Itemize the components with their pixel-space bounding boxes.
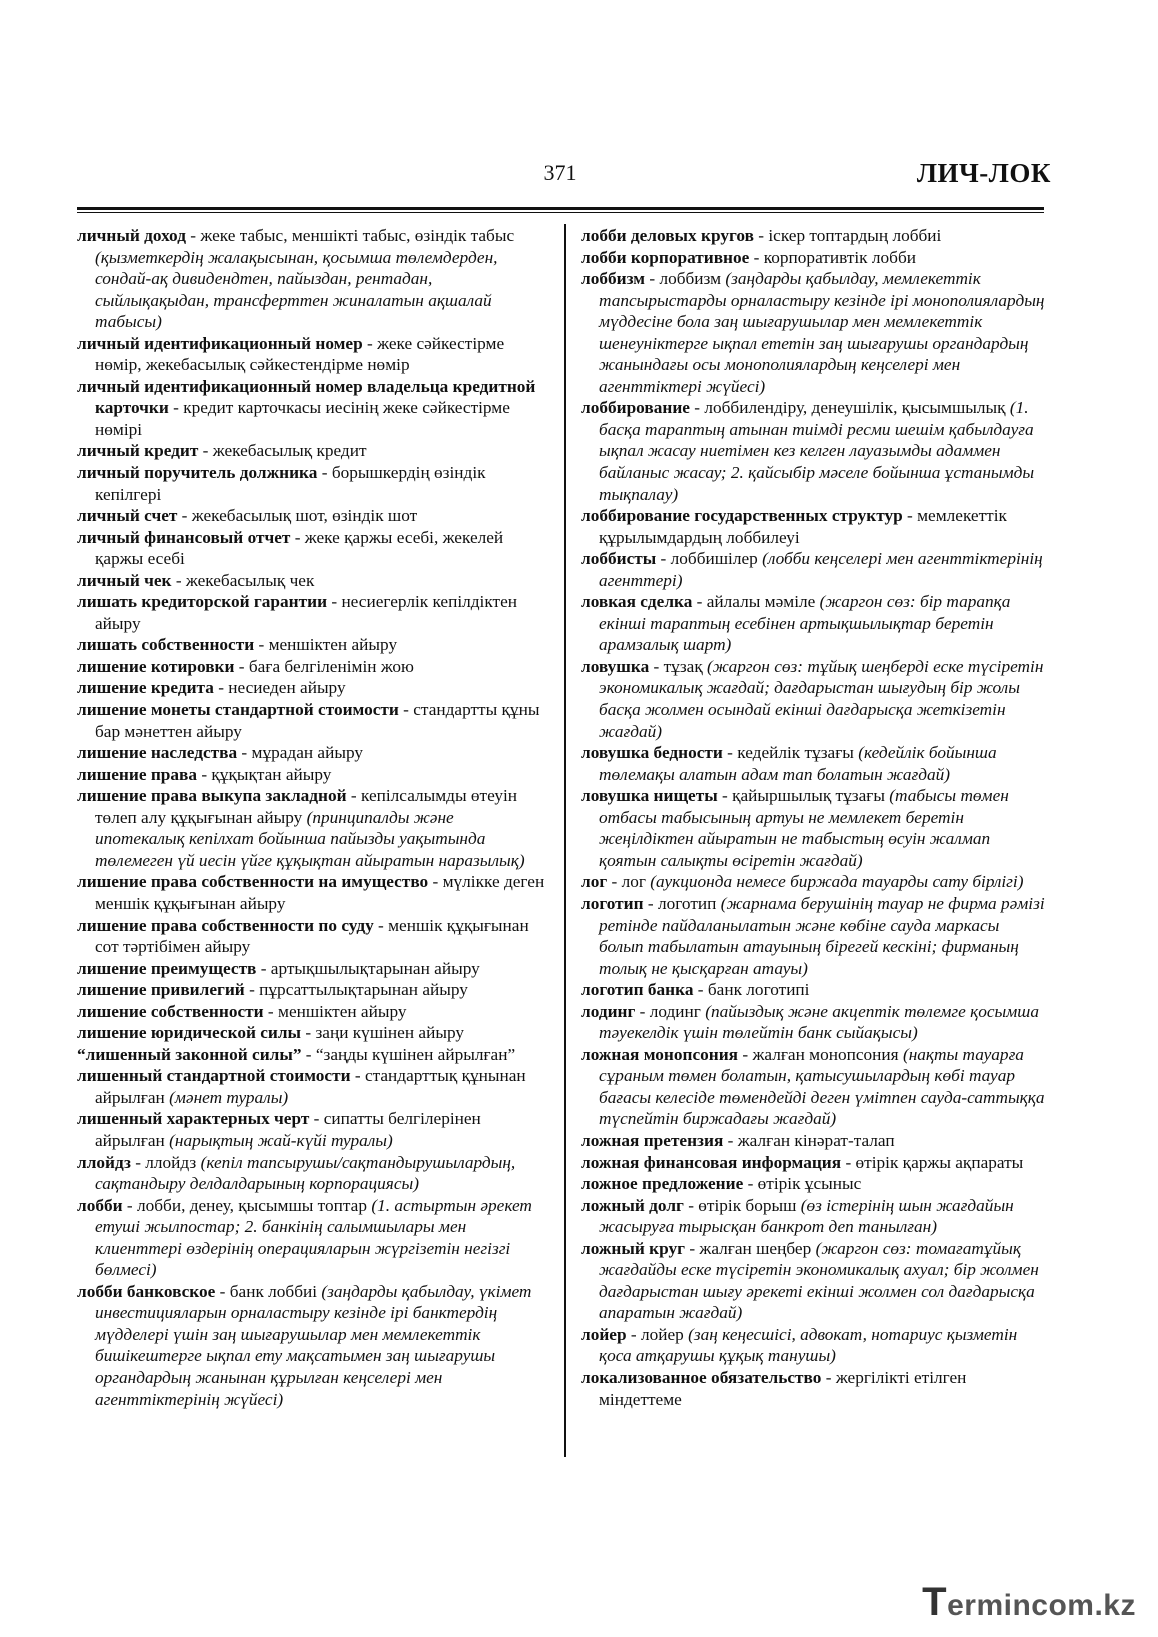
dictionary-entry: лобби корпоративное - корпоративтік лобби xyxy=(581,247,916,267)
entry-definition: заңи күшінен айыру xyxy=(315,1023,464,1043)
entry-term: лишение права выкупа закладной xyxy=(77,786,347,806)
dictionary-entry: личный счет - жекебасылық шот, өзіндік шот xyxy=(77,506,418,526)
entry-definition: құқықтан айыру xyxy=(211,764,332,784)
dictionary-entry: ловкая сделка - айлалы мәміле (жаргон сөз: бір тарапқа екінші тараптың есебінен артықшылықтар беретін арамзалық шарт) xyxy=(581,592,1011,655)
entry-definition: лоббилендіру, денеушілік, қысымшылық xyxy=(704,398,1006,418)
dictionary-entry: лишение права - құқықтан айыру xyxy=(77,764,332,784)
dictionary-entry: ложная монопсония - жалған монопсония (нақты тауарға сұраным төмен болатын, қатысушылардың көбі тауар бағасы келесіде төмендейді деген үмітпен сауда-саттыққа түспейтін биржадағы жағдай) xyxy=(581,1044,1045,1129)
entry-note: (аукционда немесе биржада тауарды сату бірлігі) xyxy=(650,872,1024,892)
column-separator xyxy=(564,224,566,1457)
entry-term: логотип xyxy=(581,893,644,913)
dictionary-entry: личный идентификационный номер - жеке сәйкестірме нөмір, жекебасылық сәйкестендірме нөмір xyxy=(77,333,505,375)
dictionary-entry: лишение права собственности по суду - меншік құқығынан сот тәртібімен айыру xyxy=(77,915,529,957)
entry-term: лойер xyxy=(581,1324,627,1344)
entry-definition: корпоративтік лобби xyxy=(763,247,916,267)
dictionary-entry: лишенный стандартной стоимости - стандарттық құнынан айрылған (мәнет туралы) xyxy=(77,1066,526,1107)
entry-note: (заңдарды қабылдау, мемлекеттік тапсырыстарды орналастыру кезінде ірі монополиялардың мүддесіне бола заң шығарушылар мен мемлекеттік шенеуніктерге ықпал ететін заң шығарушы органдардың жанындағы осы монополиялардың кеңселері мен агенттіктері жүйесі) xyxy=(599,269,1045,396)
dictionary-entry: лишение привилегий - пұрсаттылықтарынан айыру xyxy=(77,980,468,1000)
entry-definition: меншіктен айыру xyxy=(268,635,398,655)
dictionary-entry: ложный долг - өтірік борыш (өз істерінің шын жағдайын жасыруға тырысқан банкрот деп танылған) xyxy=(581,1195,1014,1237)
dictionary-entry: личный идентификационный номер владельца кредитной карточки - кредит карточкасы иесінің жеке сәйкестірме нөмірі xyxy=(77,376,536,439)
entry-note: (кепіл тапсырушы/сақтандырушылардың, сақтандыру делдалдарының корпорациясы) xyxy=(95,1152,516,1194)
entry-term: ловушка xyxy=(581,656,650,676)
entry-definition: жекебасылық шот, өзіндік шот xyxy=(191,506,418,526)
entry-note: (1. астыртын әрекет етуші жылпостар; 2. банкінің салымшылары мен клиенттері өздерінің операцияларын жүргізетін негізгі бөлмесі) xyxy=(95,1195,532,1280)
entry-note: (жаргон сөз: томағатұйық жағдайды еске түсіретін экономикалық ахуал; бір жолмен дағдарыстан шығу әрекеті екінші жолмен сол дағдарысқа апаратын жағдай) xyxy=(599,1238,1039,1323)
entry-note: (жаргон сөз: бір тарапқа екінші тараптың есебінен артықшылықтар беретін арамзалық шарт) xyxy=(599,592,1011,655)
dictionary-entry: лишение права собственности на имущество - мүлікке деген меншік құқығынан айыру xyxy=(77,872,545,913)
entry-term: ложное предложение xyxy=(581,1174,744,1194)
entry-definition: кепілсалымды өтеуін төлеп алу құқығынан айыру xyxy=(95,786,518,827)
entry-note: (1. басқа тараптың атынан тиімді ресми шешім қабылдауға ықпал жасау ниетімен кез келген лауазымды адаммен байланыс жасау; 2. қайсыбір мәселе бойынша ұстанымды тықпалау) xyxy=(599,398,1035,504)
dictionary-entry: ллойдз - ллойдз (кепіл тапсырушы/сақтандырушылардың, сақтандыру делдалдарының корпорациясы) xyxy=(77,1152,516,1194)
dictionary-entry: личный кредит - жекебасылық кредит xyxy=(77,441,367,461)
entry-term: ложный круг xyxy=(581,1238,685,1258)
dictionary-entry: ловушка бедности - кедейлік тұзағы (кедейлік бойынша төлемақы алатын адам тап болатын жағдай) xyxy=(581,743,997,784)
entry-definition: жекебасылық чек xyxy=(185,570,315,590)
entry-term: личный кредит xyxy=(77,441,199,461)
dictionary-entry: лишение юридической силы - заңи күшінен айыру xyxy=(77,1023,464,1043)
dictionary-entry: лишение преимуществ - артықшылықтарынан айыру xyxy=(77,958,480,978)
entry-definition: банк логотипі xyxy=(707,980,810,1000)
dictionary-entry: ловушка нищеты - қайыршылық тұзағы (табысы төмен отбасы табысының артуы не мемлекет беретін жеңілдіктен айыратын не табыстың өсуін жалмап қоятын салықты өсіретін жағдай) xyxy=(581,786,1009,870)
entry-term: лодинг xyxy=(581,1001,636,1021)
dictionary-entry: лоббирование государственных структур - мемлекеттік құрылымдардың лоббилеуі xyxy=(581,506,1007,547)
watermark-text: ermincom.kz xyxy=(947,1589,1136,1622)
entry-definition: стандартты құны бар мәнеттен айыру xyxy=(95,700,540,741)
dictionary-entry: локализованное обязательство - жергілікті етілген міндеттеме xyxy=(581,1367,967,1409)
entry-note: (мәнет туралы) xyxy=(169,1087,289,1107)
dictionary-entry: лодинг - лодинг (пайыздық және акцептік төлемге қосымша тәуекелдік үшін төлейтін банк сыйақысы) xyxy=(581,1001,1039,1043)
dictionary-entry: личный чек - жекебасылық чек xyxy=(77,570,315,590)
entry-term: личный чек xyxy=(77,570,172,590)
entry-definition: меншік құқығынан сот тәртібімен айыру xyxy=(95,915,529,957)
dictionary-entry: логотип - логотип (жарнама берушінің тауар не фирма рәмізі ретінде пайдаланылатын және көбіне сауда маркасы болып табылатын атауының бірегей кескіні; фирманың толық не қысқарған атауы) xyxy=(581,893,1045,978)
entry-term: лишение кредита xyxy=(77,678,214,698)
entry-definition: борышкердің өзіндік кепілгері xyxy=(95,463,486,504)
entry-term: лоббисты xyxy=(581,549,657,569)
dictionary-entry: лишенный характерных черт - сипатты белгілерінен айрылған (нарықтың жай-күйі туралы) xyxy=(77,1109,481,1150)
entry-term: логотип банка xyxy=(581,980,694,1000)
left-column xyxy=(77,225,546,1410)
entry-definition: мемлекеттік құрылымдардың лоббилеуі xyxy=(599,506,1007,547)
entry-term: ловкая сделка xyxy=(581,592,693,612)
dictionary-entry: лог - лог (аукционда немесе биржада тауарды сату бірлігі) xyxy=(581,872,1024,892)
dictionary-entry: лишение собственности - меншіктен айыру xyxy=(77,1001,407,1021)
entry-definition: “заңды күшінен айрылған” xyxy=(315,1044,516,1064)
entry-note: (пайыздық және акцептік төлемге қосымша тәуекелдік үшін төлейтін банк сыйақысы) xyxy=(599,1001,1039,1043)
dictionary-entry: логотип банка - банк логотипі xyxy=(581,980,810,1000)
entry-definition: жеке қаржы есебі, жекелей қаржы есебі xyxy=(95,527,504,569)
entry-definition: стандарттық құнынан айрылған xyxy=(95,1066,526,1107)
entry-term: лишать кредиторской гарантии xyxy=(77,592,328,612)
entry-term: ложная финансовая информация xyxy=(581,1152,842,1172)
entry-term: лог xyxy=(581,872,608,892)
entry-definition: несиеден айыру xyxy=(228,678,346,698)
dictionary-entry: лишение права выкупа закладной - кепілсалымды өтеуін төлеп алу құқығынан айыру (принципалды және ипотекалық кепілхат бойынша пайызды уақытында төлемеген үй иесін үйге құқықтан айыратын наразылық) xyxy=(77,786,525,870)
entry-definition: қайыршылық тұзағы xyxy=(732,786,885,806)
entry-definition: кредит карточкасы иесінің жеке сәйкестірме нөмірі xyxy=(95,398,510,439)
entry-definition: жалған кінәрат-талап xyxy=(737,1130,895,1150)
entry-note: (заңдарды қабылдау, үкімет инвестицияларын орналастыру кезінде ірі банктердің мүдделері үшін заң шығарушылар мен мемлекеттік бишікештерге ықпал ету мақсатымен заң шығарушы органдардың жанынан құрылған кеңселері мен агенттіктерінің жүйесі) xyxy=(95,1281,532,1409)
entry-term: лоббизм xyxy=(581,269,646,289)
entry-note: (қызметкердің жалақысынан, қосымша төлемдерден, сондай-ақ дивидендтен, пайыздан, рентадан, сыйлықақыдан, трансферттен жиналатын ақшалай табысы) xyxy=(95,247,498,332)
dictionary-entry: лишение монеты стандартной стоимости - стандартты құны бар мәнеттен айыру xyxy=(77,700,540,741)
entry-definition: логотип xyxy=(657,893,717,913)
dictionary-entry: лишение наследства - мұрадан айыру xyxy=(77,743,364,763)
entry-term: личный счет xyxy=(77,506,178,526)
entry-definition: артықшылықтарынан айыру xyxy=(270,958,480,978)
entry-definition: жекебасылық кредит xyxy=(212,441,367,461)
entry-definition: іскер топтардың лоббиі xyxy=(768,226,942,245)
watermark-logo xyxy=(922,1580,1136,1625)
dictionary-entry: ложное предложение - өтірік ұсыныс xyxy=(581,1174,862,1194)
dictionary-entry: лоббизм - лоббизм (заңдарды қабылдау, мемлекеттік тапсырыстарды орналастыру кезінде ірі монополиялардың мүддесіне бола заң шығарушылар мен мемлекеттік шенеуніктерге ықпал ететін заң шығарушы органдардың жанындағы осы монополиялардың кеңселері мен агенттіктері жүйесі) xyxy=(581,269,1045,396)
dictionary-entry: лишать кредиторской гарантии - несиегерлік кепілдіктен айыру xyxy=(77,592,518,633)
entry-note: (нарықтың жай-күйі туралы) xyxy=(169,1130,393,1150)
dictionary-entry: лобби деловых кругов - іскер топтардың лоббиі xyxy=(581,226,942,245)
entry-definition: банк лоббиі xyxy=(229,1281,318,1301)
entry-definition: мүлікке деген меншік құқығынан айыру xyxy=(95,872,545,913)
entry-term: лобби деловых кругов xyxy=(581,226,754,245)
entry-term: личный идентификационный номер xyxy=(77,333,363,353)
entry-term: лишение права собственности на имущество xyxy=(77,872,429,892)
entry-term: лишение котировки xyxy=(77,656,235,676)
entry-term: лишение права собственности по суду xyxy=(77,915,374,935)
entry-note: (жаргон сөз: тұйық шеңберді еске түсіретін экономикалық жағдай; дағдарыстан шығудың бір жолы басқа жолмен осындай екінші дағдарысқа жеткізетін жағдай) xyxy=(599,656,1044,741)
entry-definition: лодинг xyxy=(649,1001,701,1021)
entry-term: лишение привилегий xyxy=(77,980,245,1000)
entry-term: лобби корпоративное xyxy=(581,247,750,267)
dictionary-entry: ловушка - тұзақ (жаргон сөз: тұйық шеңберді еске түсіретін экономикалық жағдай; дағдарыстан шығудың бір жолы басқа жолмен осындай екінші дағдарысқа жеткізетін жағдай) xyxy=(581,656,1044,741)
entry-note: (кедейлік бойынша төлемақы алатын адам тап болатын жағдай) xyxy=(599,743,997,784)
page-number: 371 xyxy=(543,160,577,185)
entry-definition: өтірік қаржы ақпараты xyxy=(855,1152,1024,1172)
entry-definition: ллойдз xyxy=(145,1152,197,1172)
dictionary-entry: лойер - лойер (заң кеңесшісі, адвокат, нотариус қызметін қоса атқарушы құқық танушы) xyxy=(581,1324,1018,1366)
entry-term: ложный долг xyxy=(581,1195,684,1215)
entry-definition: баға белгіленімін жою xyxy=(248,656,414,676)
entry-term: лишенный стандартной стоимости xyxy=(77,1066,351,1086)
header-rule-thin xyxy=(77,212,1044,213)
entry-definition: жергілікті етілген міндеттеме xyxy=(599,1367,967,1409)
entry-definition: жеке сәйкестірме нөмір, жекебасылық сәйкестендірме нөмір xyxy=(95,333,505,375)
entry-definition: өтірік борыш xyxy=(698,1195,797,1215)
entry-term: локализованное обязательство xyxy=(581,1367,822,1387)
entry-definition: пұрсаттылықтарынан айыру xyxy=(259,980,468,1000)
entry-definition: лойер xyxy=(640,1324,684,1344)
entry-term: личный поручитель должника xyxy=(77,463,318,483)
entry-definition: сипатты белгілерінен айрылған xyxy=(95,1109,481,1150)
entry-term: лишенный характерных черт xyxy=(77,1109,310,1129)
header-rule-thick xyxy=(77,207,1044,210)
entry-term: лишение монеты стандартной стоимости xyxy=(77,700,399,720)
entry-note: (нақты тауарға сұраным төмен болатын, қатысушылардың көбі тауар бағасы келесіде төмендейді деген үмітпен сауда-саттыққа түспейтін биржадағы жағдай) xyxy=(599,1044,1045,1129)
entry-note: (өз істерінің шын жағдайын жасыруға тырысқан банкрот деп танылған) xyxy=(599,1195,1014,1237)
entry-term: ловушка нищеты xyxy=(581,786,718,806)
entry-term: лобби xyxy=(77,1195,123,1215)
dictionary-entry: лоббирование - лоббилендіру, денеушілік, қысымшылық (1. басқа тараптың атынан тиімді ресми шешім қабылдауға ықпал жасау ниетімен кез келген лауазымды адаммен байланыс жасау; 2. қайсыбір мәселе бойынша ұстанымды тықпалау) xyxy=(581,398,1035,504)
entry-note: (табысы төмен отбасы табысының артуы не мемлекет беретін жеңілдіктен айыратын не табыстың өсуін жалмап қоятын салықты өсіретін жағдай) xyxy=(599,786,1009,870)
entry-definition: меншіктен айыру xyxy=(278,1001,407,1021)
entry-term: лоббирование xyxy=(581,398,690,418)
entry-definition: мұрадан айыру xyxy=(251,743,364,763)
dictionary-entry: лобби банковское - банк лоббиі (заңдарды қабылдау, үкімет инвестицияларын орналастыру кезінде ірі банктердің мүдделері үшін заң шығарушылар мен мемлекеттік бишікештерге ықпал ету мақсатымен заң шығарушы органдардың жанынан құрылған кеңселері мен агенттіктерінің жүйесі) xyxy=(77,1281,532,1409)
entry-definition: өтірік ұсыныс xyxy=(757,1174,862,1194)
entry-definition: лобби, денеу, қысымшы топтар xyxy=(136,1195,367,1215)
entry-definition: жеке табыс, меншікті табыс, өзіндік табыс xyxy=(200,226,515,245)
entry-definition: айлалы мәміле xyxy=(706,592,816,612)
entry-term: ложная монопсония xyxy=(581,1044,739,1064)
entry-definition: лоббишілер xyxy=(670,549,758,569)
entry-term: лишение права xyxy=(77,764,197,784)
dictionary-entry: лишение котировки - баға белгіленімін жою xyxy=(77,656,414,676)
running-head: ЛИЧ-ЛОК xyxy=(916,158,1051,188)
dictionary-entry: ложная финансовая информация - өтірік қаржы ақпараты xyxy=(581,1152,1024,1172)
entry-definition: жалған монопсония xyxy=(752,1044,899,1064)
dictionary-entry: личный поручитель должника - борышкердің өзіндік кепілгері xyxy=(77,463,486,504)
entry-note: (лобби кеңселері мен агенттіктерінің агенттері) xyxy=(599,549,1043,590)
entry-definition: лоббизм xyxy=(659,269,722,289)
entry-definition: кедейлік тұзағы xyxy=(737,743,854,763)
entry-term: лишение собственности xyxy=(77,1001,264,1021)
entry-term: личный идентификационный номер владельца кредитной карточки xyxy=(77,376,536,418)
entry-definition: несиегерлік кепілдіктен айыру xyxy=(95,592,518,633)
dictionary-entry: ложная претензия - жалған кінәрат-талап xyxy=(581,1130,895,1150)
entry-term: лишение наследства xyxy=(77,743,238,763)
dictionary-entry: личный доход - жеке табыс, меншікті табыс, өзіндік табыс (қызметкердің жалақысынан, қосымша төлемдерден, сондай-ақ дивидендтен, пайыздан, рентадан, сыйлықақыдан, трансферттен жиналатын ақшалай табысы) xyxy=(77,226,515,332)
entry-term: лоббирование государственных структур xyxy=(581,506,903,526)
dictionary-entry: лишение кредита - несиеден айыру xyxy=(77,678,346,698)
entry-definition: жалған шеңбер xyxy=(699,1238,812,1258)
dictionary-entry: “лишенный законной силы” - “заңды күшінен айрылған” xyxy=(77,1044,516,1064)
entry-term: лишать собственности xyxy=(77,635,255,655)
dictionary-entry: ложный круг - жалған шеңбер (жаргон сөз: томағатұйық жағдайды еске түсіретін экономикалық ахуал; бір жолмен дағдарыстан шығу әрекеті екінші жолмен сол дағдарысқа апаратын жағдай) xyxy=(581,1238,1039,1323)
entry-term: личный финансовый отчет xyxy=(77,527,291,547)
entry-term: лишение преимуществ xyxy=(77,958,257,978)
dictionary-entry: личный финансовый отчет - жеке қаржы есебі, жекелей қаржы есебі xyxy=(77,527,504,569)
entry-term: “лишенный законной силы” xyxy=(77,1044,302,1064)
dictionary-entry: лоббисты - лоббишілер (лобби кеңселері мен агенттіктерінің агенттері) xyxy=(581,549,1043,590)
entry-term: лобби банковское xyxy=(77,1281,216,1301)
entry-note: (жарнама берушінің тауар не фирма рәмізі ретінде пайдаланылатын және көбіне сауда маркасы болып табылатын атауының бірегей кескіні; фирманың толық не қысқарған атауы) xyxy=(599,893,1045,978)
right-column xyxy=(581,225,1046,1410)
entry-term: личный доход xyxy=(77,226,186,245)
entry-term: ловушка бедности xyxy=(581,743,723,763)
entry-term: лишение юридической силы xyxy=(77,1023,302,1043)
dictionary-entry: лобби - лобби, денеу, қысымшы топтар (1. астыртын әрекет етуші жылпостар; 2. банкінің салымшылары мен клиенттері өздерінің операцияларын жүргізетін негізгі бөлмесі) xyxy=(77,1195,532,1280)
entry-term: ложная претензия xyxy=(581,1130,724,1150)
watermark-initial: T xyxy=(922,1580,948,1624)
entry-note: (заң кеңесшісі, адвокат, нотариус қызметін қоса атқарушы құқық танушы) xyxy=(599,1324,1018,1366)
entry-term: ллойдз xyxy=(77,1152,131,1172)
entry-definition: лог xyxy=(621,872,646,892)
dictionary-entry: лишать собственности - меншіктен айыру xyxy=(77,635,398,655)
entry-definition: тұзақ xyxy=(663,656,703,676)
entry-note: (принципалды және ипотекалық кепілхат бойынша пайызды уақытында төлемеген үй иесін үйге құқықтан айыратын наразылық) xyxy=(95,807,525,870)
